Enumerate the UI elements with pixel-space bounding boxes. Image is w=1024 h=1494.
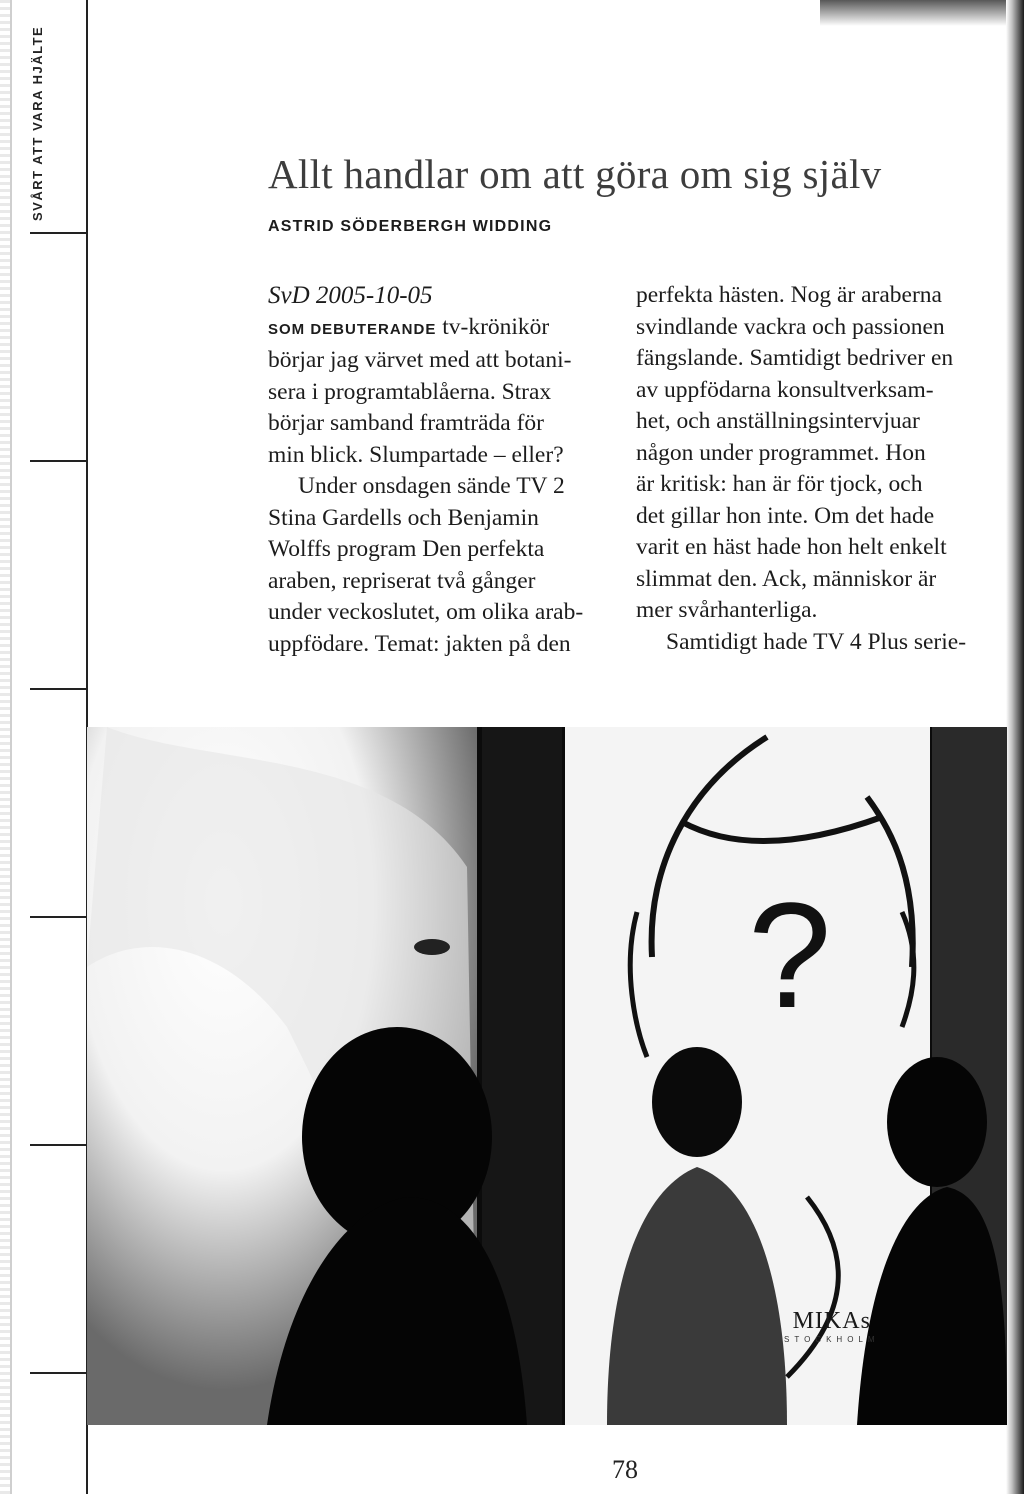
paragraph-line: börjar samband framträda för bbox=[268, 410, 544, 436]
paragraph-line: Stina Gardells och Benjamin bbox=[268, 504, 539, 531]
paragraph-line: svindlande vackra och passionen bbox=[636, 313, 945, 340]
paragraph-line: av uppfödarna konsultverksam- bbox=[636, 376, 934, 403]
paragraph-line: det gillar hon inte. Om det hade bbox=[636, 502, 935, 529]
store-sign-name: MIKAs bbox=[792, 1308, 871, 1334]
paragraph-line: varit en häst hade hon helt enkelt bbox=[636, 534, 947, 560]
paragraph-line: någon under programmet. Hon bbox=[636, 439, 926, 466]
tab-divider bbox=[30, 232, 86, 234]
left-column bbox=[268, 280, 583, 660]
paragraph-line: Under onsdagen sände TV 2 bbox=[298, 473, 565, 499]
poster-eye bbox=[414, 939, 450, 955]
store-sign-city: STOCKHOLM bbox=[784, 1335, 880, 1344]
tab-divider bbox=[30, 916, 86, 918]
tab-divider bbox=[30, 1144, 86, 1146]
lead-caps: SOM DEBUTERANDE bbox=[268, 320, 437, 338]
store-sign bbox=[784, 1308, 880, 1344]
silhouette-person-right bbox=[887, 1057, 987, 1187]
article-title: Allt handlar om att göra om sig själv bbox=[268, 151, 882, 197]
top-scan-shadow bbox=[820, 0, 1024, 26]
page-number: 78 bbox=[612, 1455, 638, 1484]
silhouette-woman-head bbox=[652, 1047, 742, 1157]
paragraph-line: börjar jag värvet med att botani- bbox=[268, 347, 572, 373]
paragraph-line: araben, repriserat två gånger bbox=[268, 567, 536, 594]
right-column bbox=[636, 280, 966, 658]
paragraph-line: perfekta hästen. Nog är araberna bbox=[636, 282, 942, 308]
running-title: SVÅRT ATT VARA HJÄLTE bbox=[30, 25, 45, 221]
paragraph-line: slimmat den. Ack, människor är bbox=[636, 565, 937, 592]
paragraph-line: fängslande. Samtidigt bedriver en bbox=[636, 345, 954, 371]
paragraph-line: mer svårhanterliga. bbox=[636, 597, 818, 623]
paragraph-line: under veckoslutet, om olika arab- bbox=[268, 599, 584, 625]
paragraph-line: uppfödare. Temat: jakten på den bbox=[268, 630, 571, 657]
page-binding-edge bbox=[0, 0, 12, 1494]
tab-divider bbox=[30, 688, 86, 690]
tab-divider bbox=[30, 1372, 86, 1374]
paragraph-line: het, och anställningsintervjuar bbox=[636, 408, 920, 434]
author-byline: ASTRID SÖDERBERGH WIDDING bbox=[268, 218, 553, 235]
question-mark: ? bbox=[748, 871, 832, 1039]
tab-divider bbox=[30, 460, 86, 462]
paragraph-line: Samtidigt hade TV 4 Plus serie- bbox=[666, 628, 967, 655]
dateline: SvD 2005-10-05 bbox=[268, 282, 433, 309]
right-scan-edge bbox=[1006, 0, 1024, 1494]
paragraph-line: sera i programtablåerna. Strax bbox=[268, 378, 552, 405]
paragraph-line: min blick. Slumpartade – eller? bbox=[268, 441, 564, 468]
paragraph-line: är kritisk: han är för tjock, och bbox=[636, 471, 923, 497]
paragraph-line: Wolffs program Den perfekta bbox=[268, 536, 545, 562]
paragraph-line: SOM DEBUTERANDE tv-krönikör bbox=[268, 313, 550, 340]
